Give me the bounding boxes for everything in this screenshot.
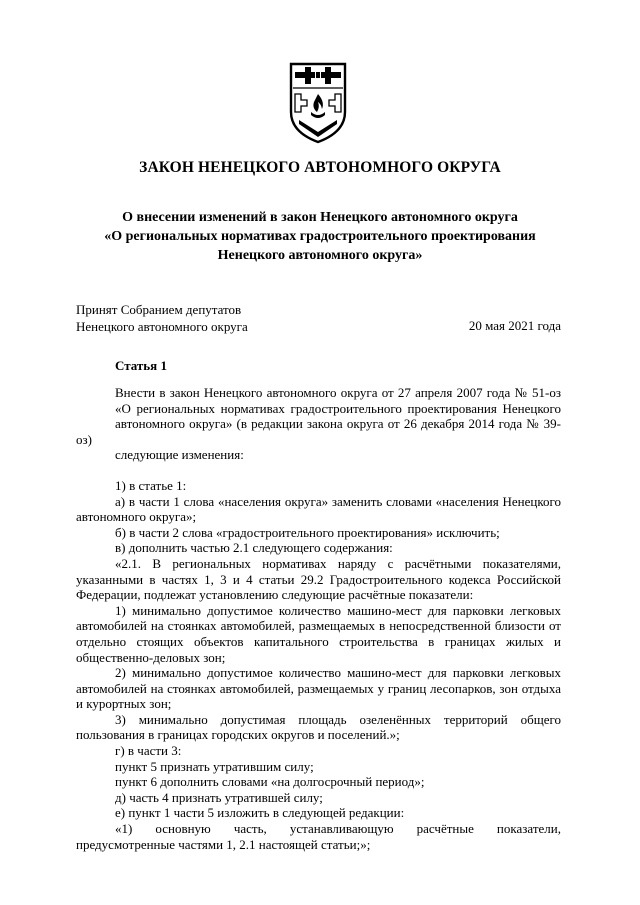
item-point-6: пункт 6 дополнить словами «на долгосрочный период»; bbox=[115, 774, 425, 790]
adopted-line: Принят Собранием депутатов bbox=[76, 302, 242, 317]
item-point-5: пункт 5 признать утратившим силу; bbox=[115, 758, 314, 774]
item-1v: в) дополнить частью 2.1 следующего содержания: bbox=[115, 540, 393, 556]
item-1g: г) в части 3: bbox=[115, 743, 182, 759]
item-1b: б) в части 2 слова «градостроительного проектирования» исключить; bbox=[115, 524, 500, 540]
quote-sub-1: 1) минимально допустимое количество машино-мест для парковки легковых автомобилей на стоянках автомобилей, размещаемых в непосредственной близости от отдельно стоящих объектов капитального строительства в границах жилых и общественно-деловых зон; bbox=[76, 602, 561, 665]
adopted-line: Ненецкого автономного округа bbox=[76, 319, 248, 334]
coat-of-arms-icon bbox=[287, 58, 349, 146]
quote-2-1: «2.1. В региональных нормативах наряду с расчётными показателями, указанными в частях 1, 3 и 4 статьи 29.2 Градостроительного кодекса Российской Федерации, подлежат установлению следующие расчётные показатели: bbox=[76, 555, 561, 603]
law-subject bbox=[60, 208, 580, 265]
intro-line: Внести в закон Ненецкого автономного округа от 27 апреля 2007 года № 51-оз bbox=[115, 385, 561, 400]
article-heading: Статья 1 bbox=[115, 358, 167, 373]
intro-line: следующие изменения: bbox=[115, 447, 244, 463]
subject-line: Ненецкого автономного округа» bbox=[217, 248, 423, 263]
article-body bbox=[76, 385, 561, 852]
intro-line: «О региональных нормативах градостроительного проектирования Ненецкого bbox=[115, 400, 561, 416]
item-1: 1) в статье 1: bbox=[115, 477, 187, 493]
intro-line: автономного округа» (в редакции закона округа от 26 декабря 2014 года № 39-оз) bbox=[76, 416, 561, 447]
quote-sub-3: 3) минимально допустимая площадь озеленённых территорий общего пользования в границах городских округов и поселений.»; bbox=[76, 711, 561, 743]
adopted-by bbox=[76, 301, 248, 335]
quote-point-1: «1) основную часть, устанавливающую расчётные показатели, предусмотренные частями 1, 2.1 настоящей статьи;»; bbox=[76, 821, 561, 852]
item-1d: д) часть 4 признать утратившей силу; bbox=[115, 789, 323, 805]
adopted-date: 20 мая 2021 года bbox=[468, 318, 561, 333]
item-1a: а) в части 1 слова «населения округа» заменить словами «населения Ненецкого автономного округа»; bbox=[76, 493, 561, 525]
subject-line: «О региональных нормативах градостроительного проектирования bbox=[104, 229, 536, 244]
law-title: ЗАКОН НЕНЕЦКОГО АВТОНОМНОГО ОКРУГА bbox=[139, 159, 501, 176]
quote-sub-2: 2) минимально допустимое количество машино-мест для парковки легковых автомобилей на стоянках автомобилей, размещаемых у границ лесопарков, зон отдыха и курортных зон; bbox=[76, 665, 561, 712]
intro-paragraph bbox=[76, 385, 561, 463]
subject-line: О внесении изменений в закон Ненецкого автономного округа bbox=[122, 210, 518, 225]
item-1e: е) пункт 1 части 5 изложить в следующей редакции: bbox=[115, 805, 405, 821]
